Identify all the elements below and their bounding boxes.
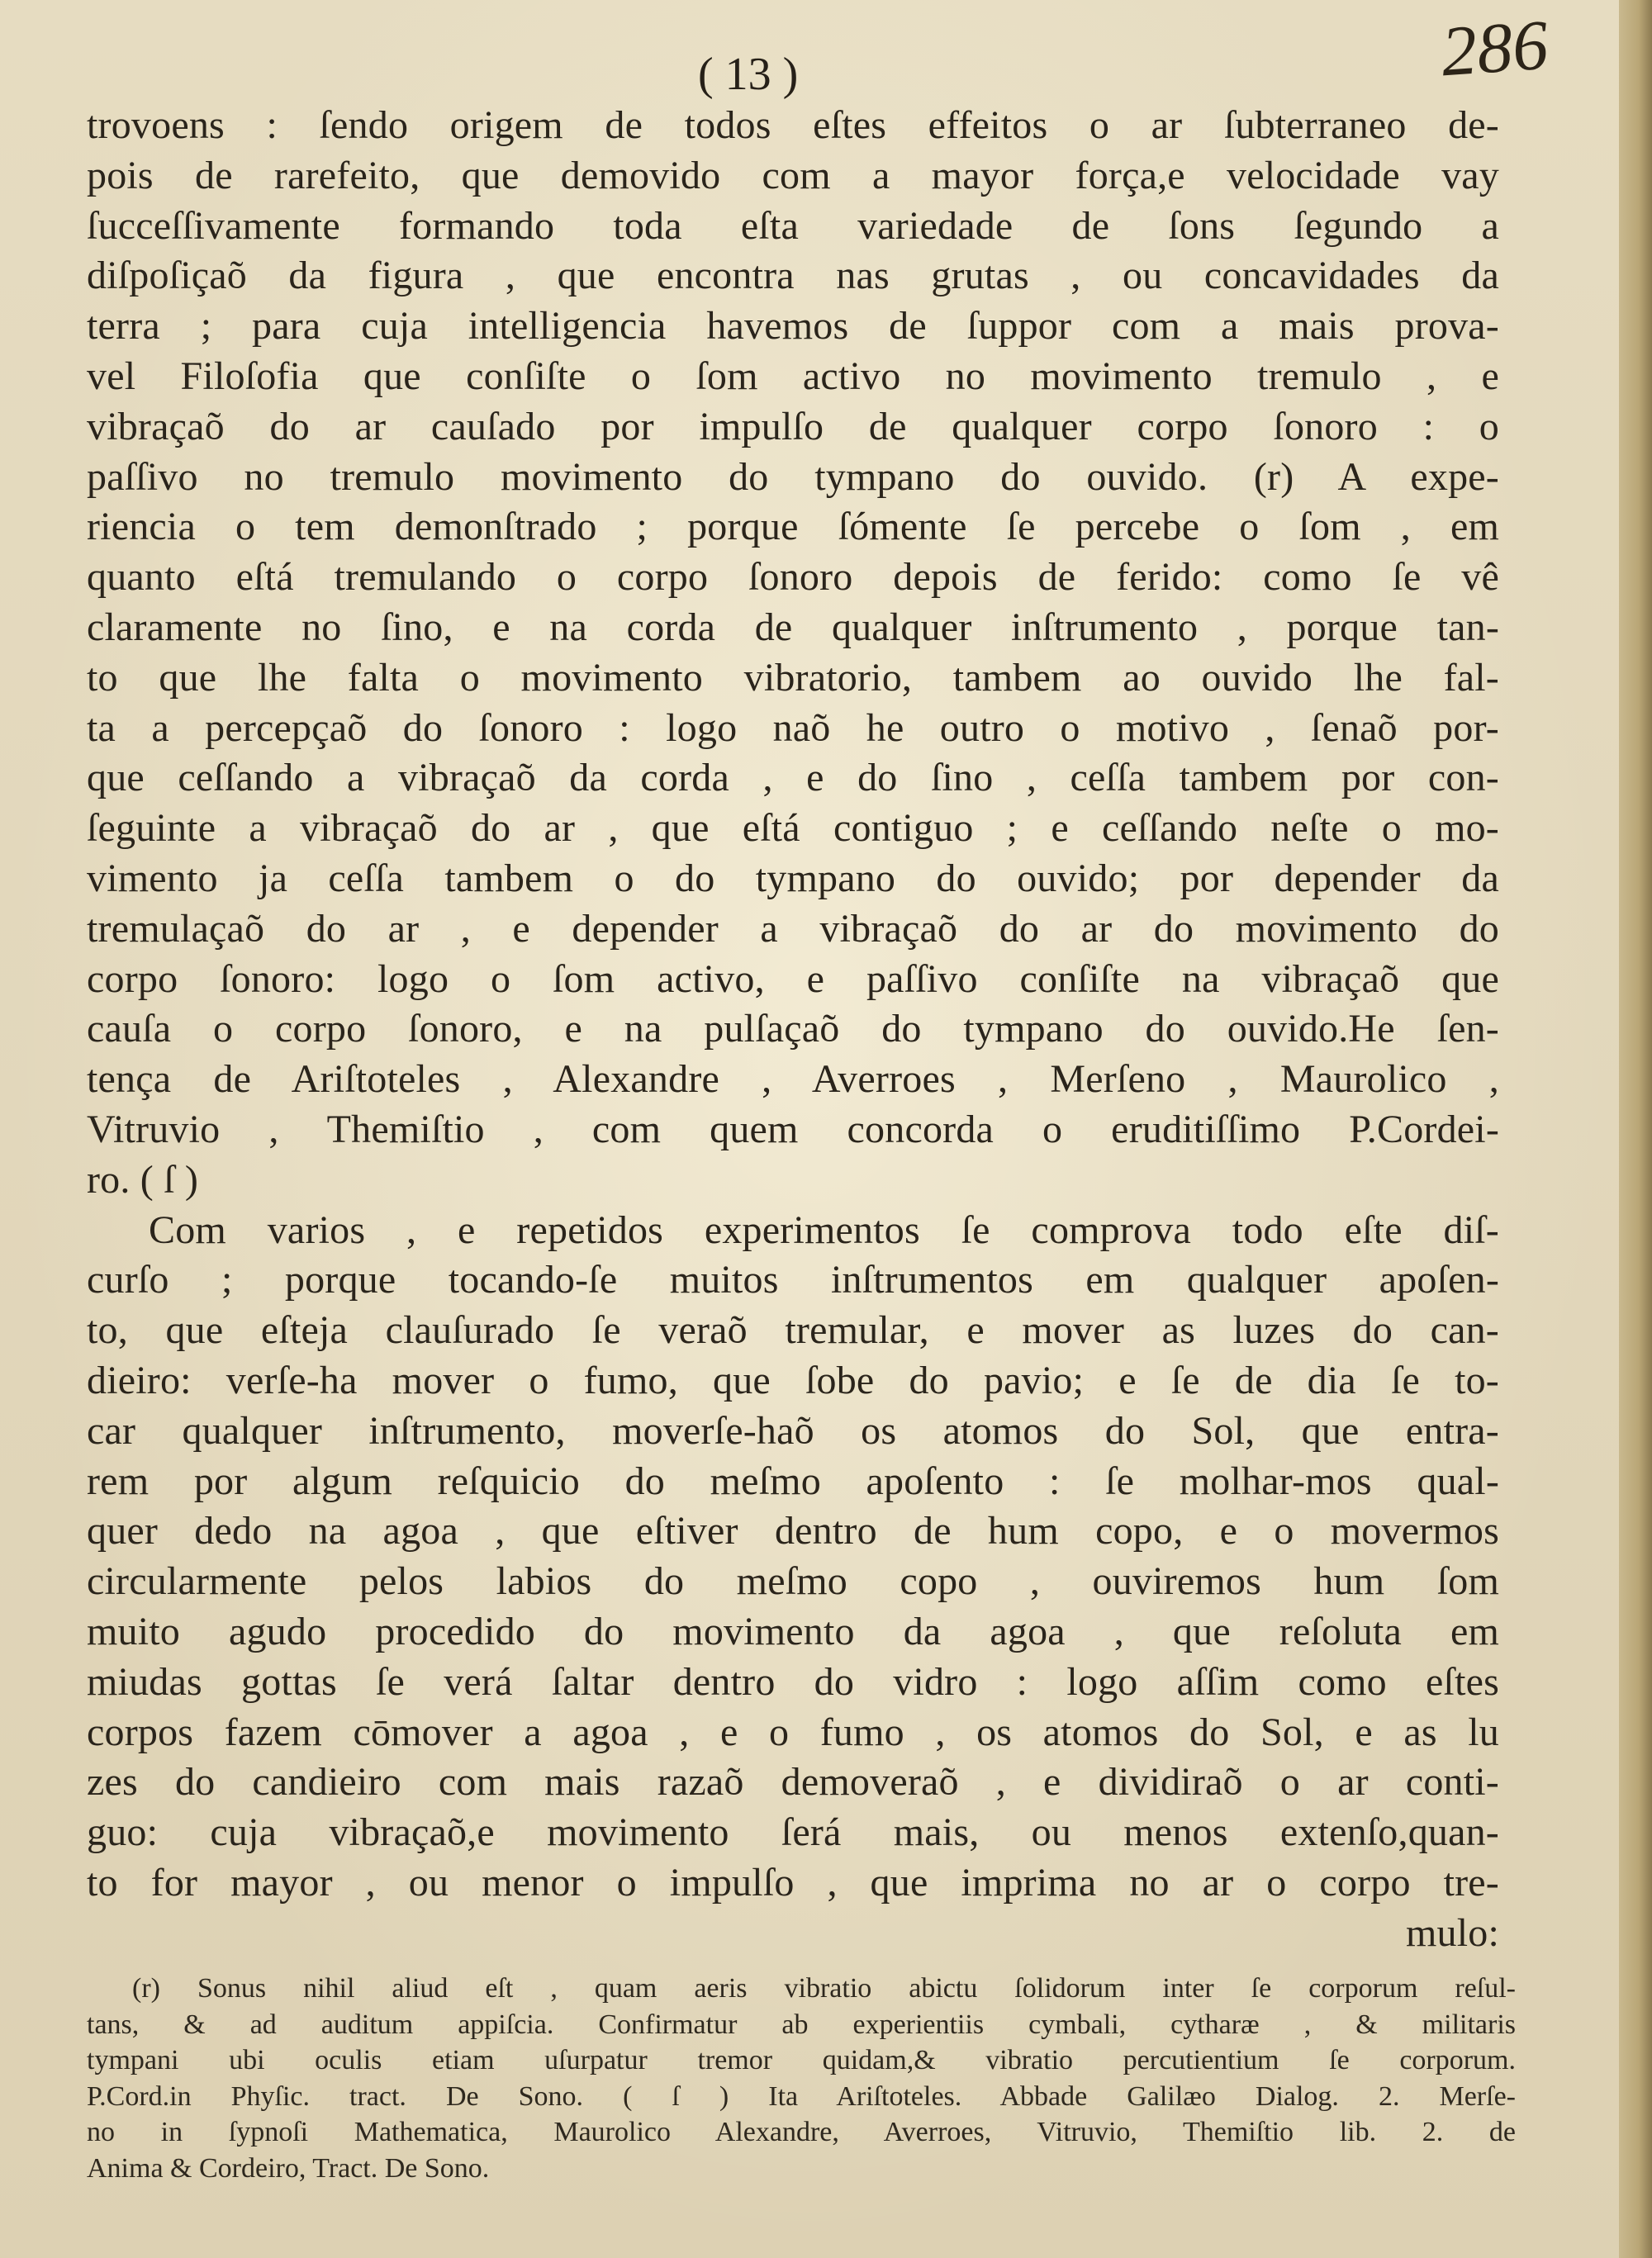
text-line: to for mayor , ou menor o impulſo , que imprima no ar o corpo tre-	[87, 1860, 1499, 1905]
text-line: curſo ; porque tocando-ſe muitos inſtrumentos em qualquer apoſen-	[87, 1258, 1499, 1302]
handwritten-folio-number: 286	[1438, 4, 1551, 92]
catchword-line: mulo:	[1405, 1910, 1499, 1955]
text-line: tença de Ariſtoteles , Alexandre , Averroes , Merſeno , Maurolico ,	[87, 1057, 1499, 1102]
text-line: que ceſſando a vibraçaõ da corda , e do ſino , ceſſa tambem por con-	[87, 756, 1499, 800]
text-line: guo: cuja vibraçaõ,e movimento ſerá mais, ou menos extenſo,quan-	[87, 1810, 1499, 1855]
footnotes	[87, 1971, 1516, 2186]
text-line: riencia o tem demonſtrado ; porque ſómente ſe percebe o ſom , em	[87, 505, 1499, 549]
text-line: diſpoſiçaõ da figura , que encontra nas grutas , ou concavidades da	[87, 254, 1499, 298]
footnote-line: Anima & Cordeiro, Tract. De Sono.	[87, 2152, 490, 2184]
text-line: miudas gottas ſe verá ſaltar dentro do vidro : logo aſſim como eſtes	[87, 1659, 1499, 1704]
text-line: trovoens : ſendo origem de todos eſtes effeitos o ar ſubterraneo de-	[87, 103, 1499, 147]
footnote-line: P.Cord.in Phyſic. tract. De Sono. ( ſ ) Ita Ariſtoteles. Abbade Galilæo Dialog. 2. Merſe-	[87, 2080, 1516, 2112]
text-line: vimento ja ceſſa tambem o do tympano do ouvido; por depender da	[87, 856, 1499, 900]
text-line: quanto eſtá tremulando o corpo ſonoro depois de ferido: como ſe vê	[87, 555, 1499, 600]
footnote-line: (r) Sonus nihil aliud eſt , quam aeris vibratio abictu ſolidorum inter ſe corporum reſul-	[132, 1973, 1516, 2004]
text-line: corpo ſonoro: logo o ſom activo, e paſſivo conſiſte na vibraçaõ que	[87, 956, 1499, 1001]
text-line: to que lhe falta o movimento vibratorio, tambem ao ouvido lhe fal-	[87, 655, 1499, 700]
text-line: claramente no ſino, e na corda de qualquer inſtrumento , porque tan-	[87, 605, 1499, 649]
text-line: dieiro: verſe-ha mover o fumo, que ſobe do pavio; e ſe de dia ſe to-	[87, 1358, 1499, 1402]
text-line: pois de rarefeito, que demovido com a mayor força,e velocidade vay	[87, 153, 1499, 197]
text-line: ro. ( ſ )	[87, 1157, 199, 1202]
text-line: ſeguinte a vibraçaõ do ar , que eſtá contiguo ; e ceſſando neſte o mo-	[87, 806, 1499, 851]
text-line: car qualquer inſtrumento, moverſe-haõ os atomos do Sol, que entra-	[87, 1408, 1499, 1453]
page-edge-shadow	[1619, 0, 1652, 2258]
text-line: cauſa o corpo ſonoro, e na pulſaçaõ do tympano do ouvido.He ſen-	[87, 1007, 1499, 1051]
text-line: to, que eſteja clauſurado ſe veraõ tremular, e mover as luzes do can-	[87, 1308, 1499, 1353]
text-line: vel Filoſofia que conſiſte o ſom activo no movimento tremulo , e	[87, 353, 1499, 398]
footnote-line: tympani ubi oculis etiam uſurpatur tremor quidam,& vibratio percutientium ſe corporum.	[87, 2045, 1516, 2075]
page-number: ( 13 )	[698, 49, 799, 100]
text-line: circularmente pelos labios do meſmo copo , ouviremos hum ſom	[87, 1559, 1499, 1604]
paragraph-start-line: Com varios , e repetidos experimentos ſe comprova todo eſte diſ-	[149, 1207, 1499, 1252]
text-line: zes do candieiro com mais razaõ demoveraõ , e dividiraõ o ar conti-	[87, 1760, 1499, 1805]
body-text	[87, 101, 1499, 1958]
text-line: paſſivo no tremulo movimento do tympano do ouvido. (r) A expe-	[87, 454, 1499, 499]
text-line: ſucceſſivamente formando toda eſta variedade de ſons ſegundo a	[87, 203, 1499, 248]
footnote-line: no in ſypnoſi Mathematica, Maurolico Alexandre, Averroes, Vitruvio, Themiſtio lib. 2. de	[87, 2117, 1516, 2147]
text-line: tremulaçaõ do ar , e depender a vibraçaõ do ar do movimento do	[87, 906, 1499, 951]
text-line: ta a percepçaõ do ſonoro : logo naõ he outro o motivo , ſenaõ por-	[87, 705, 1499, 750]
footnote-line: tans, & ad auditum appiſcia. Confirmatur ab experientiis cymbali, cytharæ , & militaris	[87, 2009, 1516, 2040]
text-line: quer dedo na agoa , que eſtiver dentro de hum copo, e o movermos	[87, 1509, 1499, 1554]
text-line: vibraçaõ do ar cauſado por impulſo de qualquer corpo ſonoro : o	[87, 404, 1499, 448]
text-line: muito agudo procedido do movimento da agoa , que reſoluta em	[87, 1609, 1499, 1653]
text-line: Vitruvio , Themiſtio , com quem concorda o eruditiſſimo P.Cordei-	[87, 1107, 1499, 1151]
text-line: corpos fazem cōmover a agoa , e o fumo , os atomos do Sol, e as lu	[87, 1710, 1499, 1754]
text-line: rem por algum reſquicio do meſmo apoſento : ſe molhar-mos qual-	[87, 1459, 1499, 1503]
text-line: terra ; para cuja intelligencia havemos de ſuppor com a mais prova-	[87, 304, 1499, 349]
